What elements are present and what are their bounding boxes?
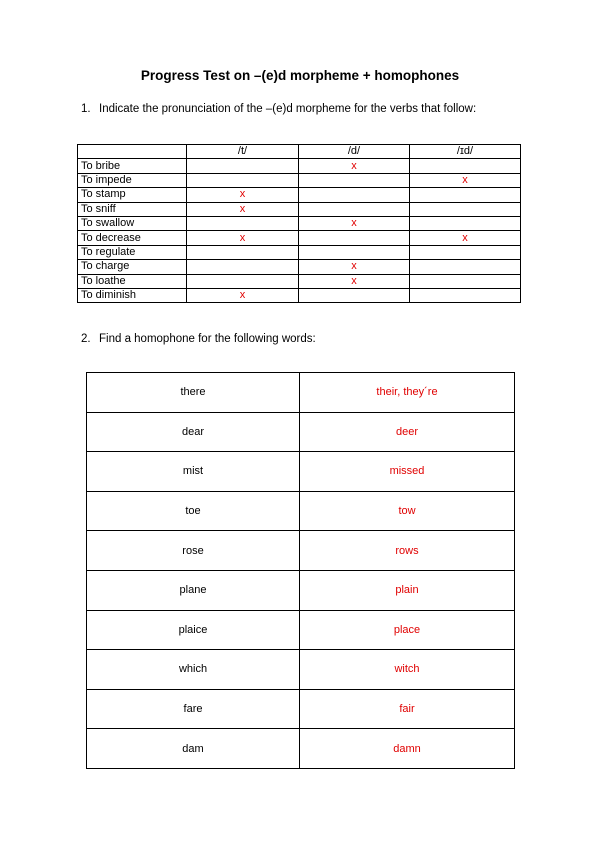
mark-cell-t: x (187, 188, 299, 202)
answer-cell: damn (300, 729, 515, 769)
word-cell: plane (87, 570, 300, 610)
answer-cell: place (300, 610, 515, 650)
mark-cell-id (410, 188, 521, 202)
mark-cell-t (187, 173, 299, 187)
mark-cell-id (410, 274, 521, 288)
mark-cell-d: x (299, 159, 410, 173)
answer-cell: rows (300, 531, 515, 571)
table-row (78, 288, 521, 302)
header-cell: /t/ (187, 145, 299, 159)
question-number: 1. (81, 103, 91, 115)
verb-cell: To charge (78, 260, 187, 274)
table-row (87, 570, 515, 610)
word-cell: dam (87, 729, 300, 769)
table-row (87, 452, 515, 492)
table-row (87, 650, 515, 690)
mark-cell-d (299, 231, 410, 245)
mark-cell-d: x (299, 260, 410, 274)
table-row (78, 202, 521, 216)
mark-cell-d: x (299, 216, 410, 230)
mark-cell-d (299, 188, 410, 202)
mark-cell-t (187, 159, 299, 173)
mark-cell-d (299, 245, 410, 259)
answer-cell: their, they´re (300, 373, 515, 413)
header-cell: /ɪd/ (410, 145, 521, 159)
header-row (78, 145, 521, 159)
table-row (78, 245, 521, 259)
word-cell: fare (87, 689, 300, 729)
mark-cell-id: x (410, 173, 521, 187)
word-cell: dear (87, 412, 300, 452)
verb-cell: To regulate (78, 245, 187, 259)
word-cell: rose (87, 531, 300, 571)
table-row (78, 260, 521, 274)
mark-cell-d (299, 173, 410, 187)
mark-cell-id (410, 159, 521, 173)
answer-cell: tow (300, 491, 515, 531)
verb-cell: To stamp (78, 188, 187, 202)
mark-cell-t: x (187, 202, 299, 216)
verb-cell: To decrease (78, 231, 187, 245)
verb-cell: To sniff (78, 202, 187, 216)
question-1 (81, 103, 476, 115)
word-cell: mist (87, 452, 300, 492)
table-row (78, 274, 521, 288)
table-row (87, 610, 515, 650)
table-row (78, 216, 521, 230)
header-cell: /d/ (299, 145, 410, 159)
answer-cell: missed (300, 452, 515, 492)
table-row (87, 729, 515, 769)
mark-cell-d (299, 288, 410, 302)
mark-cell-id (410, 288, 521, 302)
table-row (78, 173, 521, 187)
word-cell: toe (87, 491, 300, 531)
pronunciation-table (77, 144, 521, 303)
mark-cell-id (410, 245, 521, 259)
mark-cell-t (187, 260, 299, 274)
mark-cell-t (187, 245, 299, 259)
word-cell: plaice (87, 610, 300, 650)
mark-cell-t (187, 274, 299, 288)
mark-cell-id: x (410, 231, 521, 245)
mark-cell-id (410, 216, 521, 230)
page-title: Progress Test on –(e)d morpheme + homophones (140, 68, 460, 83)
verb-cell: To bribe (78, 159, 187, 173)
table-row (87, 373, 515, 413)
mark-cell-id (410, 260, 521, 274)
mark-cell-d (299, 202, 410, 216)
verb-cell: To swallow (78, 216, 187, 230)
answer-cell: fair (300, 689, 515, 729)
question-text: Indicate the pronunciation of the –(e)d morpheme for the verbs that follow: (99, 103, 477, 115)
question-text: Find a homophone for the following words: (99, 333, 316, 345)
verb-cell: To diminish (78, 288, 187, 302)
answer-cell: deer (300, 412, 515, 452)
homophone-table (86, 372, 515, 769)
table-row (78, 159, 521, 173)
mark-cell-t: x (187, 231, 299, 245)
verb-cell: To impede (78, 173, 187, 187)
word-cell: there (87, 373, 300, 413)
table-row (87, 491, 515, 531)
mark-cell-d: x (299, 274, 410, 288)
table-row (78, 231, 521, 245)
mark-cell-t (187, 216, 299, 230)
question-number: 2. (81, 333, 91, 345)
answer-cell: witch (300, 650, 515, 690)
mark-cell-id (410, 202, 521, 216)
table-row (78, 188, 521, 202)
question-2 (81, 333, 316, 345)
mark-cell-t: x (187, 288, 299, 302)
verb-cell: To loathe (78, 274, 187, 288)
table-row (87, 689, 515, 729)
answer-cell: plain (300, 570, 515, 610)
table-row (87, 531, 515, 571)
table-row (87, 412, 515, 452)
word-cell: which (87, 650, 300, 690)
header-cell (78, 145, 187, 159)
